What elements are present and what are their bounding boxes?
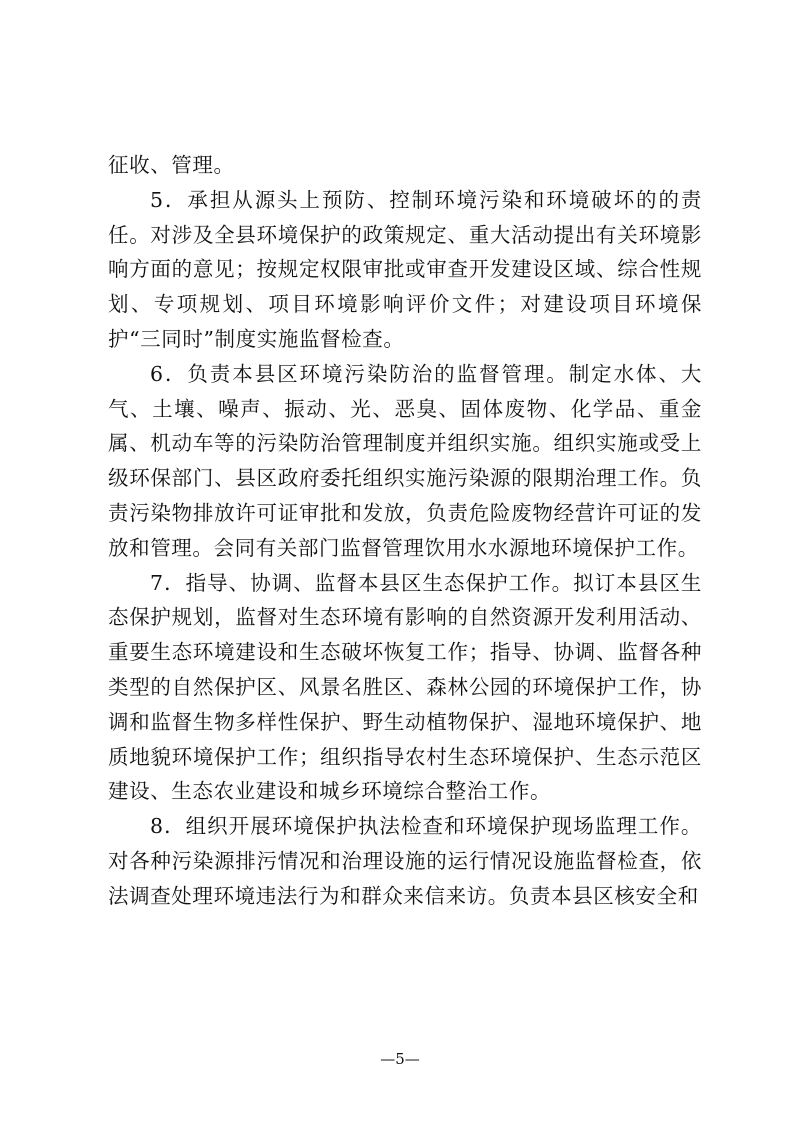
document-body <box>108 148 702 914</box>
paragraph: 6．负责本县区环境污染防治的监督管理。制定水体、大气、土壤、噪声、振动、光、恶臭、固体废物、化学品、重金属、机动车等的污染防治管理制度并组织实施。组织实施或受上级环保部门、县区政府委托组织实施污染源的限期治理工作。负责污染物排放许可证审批和发放，负责危险废物经营许可证的发放和管理。会同有关部门监督管理饮用水水源地环境保护工作。 <box>108 361 702 560</box>
paragraph: 7．指导、协调、监督本县区生态保护工作。拟订本县区生态保护规划，监督对生态环境有影响的自然资源开发利用活动、重要生态环境建设和生态破坏恢复工作；指导、协调、监督各种类型的自然保护区、风景名胜区、森林公园的环境保护工作，协调和监督生物多样性保护、野生动植物保护、湿地环境保护、地质地貌环境保护工作；组织指导农村生态环境保护、生态示范区建设、生态农业建设和城乡环境综合整治工作。 <box>108 570 702 804</box>
paragraph: 5．承担从源头上预防、控制环境污染和环境破坏的的责任。对涉及全县环境保护的政策规定、重大活动提出有关环境影响方面的意见；按规定权限审批或审查开发建设区域、综合性规划、专项规划、项目环境影响评价文件；对建设项目环境保护“三同时”制度实施监督检查。 <box>108 187 702 351</box>
paragraph: 征收、管理。 <box>108 153 235 177</box>
paragraph: 8．组织开展环境保护执法检查和环境保护现场监理工作。对各种污染源排污情况和治理设施的运行情况设施监督检查，依法调查处理环境违法行为和群众来信来访。负责本县区核安全和 <box>108 814 702 908</box>
page-number: —5— <box>380 1050 420 1068</box>
